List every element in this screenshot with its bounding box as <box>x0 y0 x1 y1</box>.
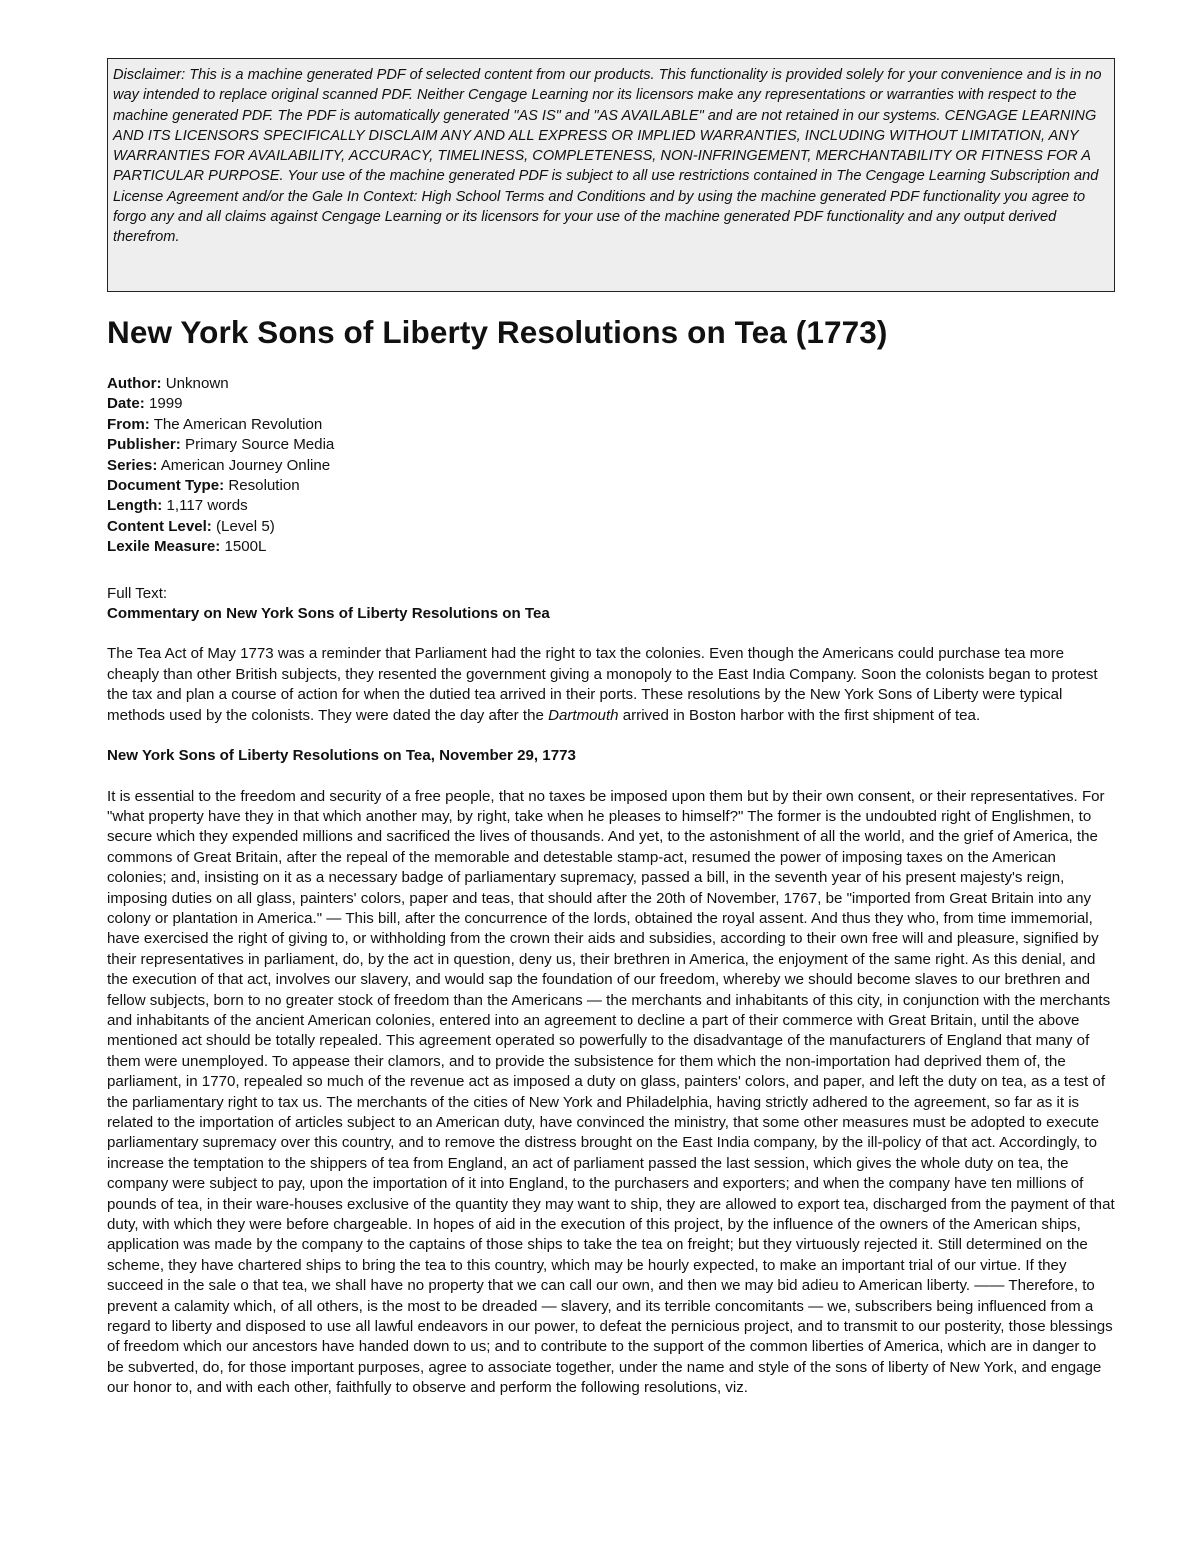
commentary-text: The Tea Act of May 1773 was a reminder that Parliament had the right to tax the colonies. Even though the Americans could purchase tea more cheaply than other British subjects, they resented the government giving a monopoly to the East India Company. Soon the colonists began to protest the tax and plan a course of action for when the dutied tea arrived in their ports. These resolutions by the New York Sons of Liberty were typical methods used by the colonists. They were dated the day after the <box>107 645 1098 724</box>
document-page <box>107 58 1117 1414</box>
meta-lexile-measure: Lexile Measure: 1500L <box>107 538 267 556</box>
meta-author: Author: Unknown <box>107 375 229 392</box>
meta-publisher: Publisher: Primary Source Media <box>107 436 335 454</box>
meta-from: From: The American Revolution <box>107 415 323 433</box>
commentary-heading: Commentary on New York Sons of Liberty Resolutions on Tea <box>107 605 550 623</box>
disclaimer-text: Disclaimer: This is a machine generated PDF of selected content from our products. This functionality is provided solely for your convenience and is in no way intended to replace original scanned PDF. Neither Cengage Learning nor its licensors make any representations or warranties with respect to the machine generated PDF. The PDF is automatically generated "AS IS" and "AS AVAILABLE" and are not retained in our systems. CENGAGE LEARNING AND ITS LICENSORS SPECIFICALLY DISCLAIM ANY AND ALL EXPRESS OR IMPLIED WARRANTIES, INCLUDING WITHOUT LIMITATION, ANY WARRANTIES FOR AVAILABILITY, ACCURACY, TIMELINESS, COMPLETENESS, NON-INFRINGEMENT, MERCHANTABILITY OR FITNESS FOR A PARTICULAR PURPOSE. Your use of the machine generated PDF is subject to all use restrictions contained in The Cengage Learning Subscription and License Agreement and/or the Gale In Context: High School Terms and Conditions and by using the machine generated PDF functionality you agree to forgo any and all claims against Cengage Learning or its licensors for your use of the machine generated PDF functionality and any output derived therefrom. <box>113 67 1102 246</box>
meta-document-type: Document Type: Resolution <box>107 477 300 495</box>
disclaimer-box <box>107 58 1115 292</box>
commentary-paragraph <box>107 644 1117 726</box>
commentary-tail: arrived in Boston harbor with the first shipment of tea. <box>622 706 981 724</box>
meta-date: Date: 1999 <box>107 395 183 413</box>
document-title: New York Sons of Liberty Resolutions on Tea (1773) <box>107 314 888 350</box>
resolutions-heading: New York Sons of Liberty Resolutions on Tea, November 29, 1773 <box>107 747 576 765</box>
meta-length: Length: 1,117 words <box>107 497 248 515</box>
metadata-list <box>107 374 1117 558</box>
full-text-label: Full Text: <box>107 584 168 602</box>
meta-content-level: Content Level: (Level 5) <box>107 517 275 535</box>
commentary-ship-name: Dartmouth <box>548 706 619 724</box>
resolutions-paragraph: It is essential to the freedom and security of a free people, that no taxes be imposed upon them but by their own consent, or their representatives. For "what property have they in that which another may, by right, take when he pleases to himself?" The former is the undoubted right of Englishmen, to secure which they expended millions and sacrificed the lives of thousands. And yet, to the astonishment of all the world, and the grief of America, the commons of Great Britain, after the repeal of the memorable and detestable stamp-act, resumed the power of imposing taxes on the American colonies; and, insisting on it as a necessary badge of parliamentary supremacy, passed a bill, in the seventh year of his present majesty's reign, imposing duties on all glass, painters' colors, paper and teas, that should after the 20th of November, 1767, be "imported from Great Britain into any colony or plantation in America." — This bill, after the concurrence of the lords, obtained the royal assent. And thus they who, from time immemorial, have exercised the right of giving to, or withholding from the crown their aids and subsidies, according to their own free will and pleasure, signified by their representatives in parliament, do, by the act in question, deny us, their brethren in America, the enjoyment of the same right. As this denial, and the execution of that act, involves our slavery, and would sap the foundation of our freedom, whereby we should become slaves to our brethren and fellow subjects, born to no greater stock of freedom than the Americans — the merchants and inhabitants of this city, in conjunction with the merchants and inhabitants of the ancient American colonies, entered into an agreement to decline a part of their commerce with Great Britain, until the above mentioned act should be totally repealed. This agreement operated so powerfully to the disadvantage of the manufacturers of England that many of them were unemployed. To appease their clamors, and to provide the subsistence for them which the non-importation had deprived them of, the parliament, in 1770, repealed so much of the revenue act as imposed a duty on glass, painters' colors, and paper, and left the duty on tea, as a test of the parliamentary right to tax us. The merchants of the cities of New York and Philadelphia, having strictly adhered to the agreement, so far as it is related to the importation of articles subject to an American duty, have convinced the ministry, that some other measures must be adopted to execute parliamentary supremacy over this country, and to remove the distress brought on the East India company, by the ill-policy of that act. Accordingly, to increase the temptation to the shippers of tea from England, an act of parliament passed the last session, which gives the whole duty on tea, the company were subject to pay, upon the importation of it into England, to the purchasers and exporters; and when the company have ten millions of pounds of tea, in their ware-houses exclusive of the quantity they may want to ship, they are allowed to export tea, discharged from the payment of that duty, with which they were before chargeable. In hopes of aid in the execution of this project, by the influence of the owners of the American ships, application was made by the company to the captains of those ships to take the tea on freight; but they virtuously rejected it. Still determined on the scheme, they have chartered ships to bring the tea to this country, which may be hourly expected, to make an important trial of our virtue. If they succeed in the sale o that tea, we shall have no property that we can call our own, and then we may bid adieu to American liberty. —— Therefore, to prevent a calamity which, of all others, is the most to be dreaded — slavery, and its terrible concomitants — we, subscribers being influenced from a regard to liberty and disposed to use all lawful endeavors in our power, to defeat the pernicious project, and to transmit to our posterity, those blessings of freedom which our ancestors have handed down to us; and to contribute to the support of the common liberties of America, which are in danger to be subverted, do, for those important purposes, agree to associate together, under the name and style of the sons of liberty of New York, and engage our honor to, and with each other, faithfully to observe and perform the following resolutions, viz. <box>107 787 1115 1397</box>
meta-series: Series: American Journey Online <box>107 456 331 474</box>
